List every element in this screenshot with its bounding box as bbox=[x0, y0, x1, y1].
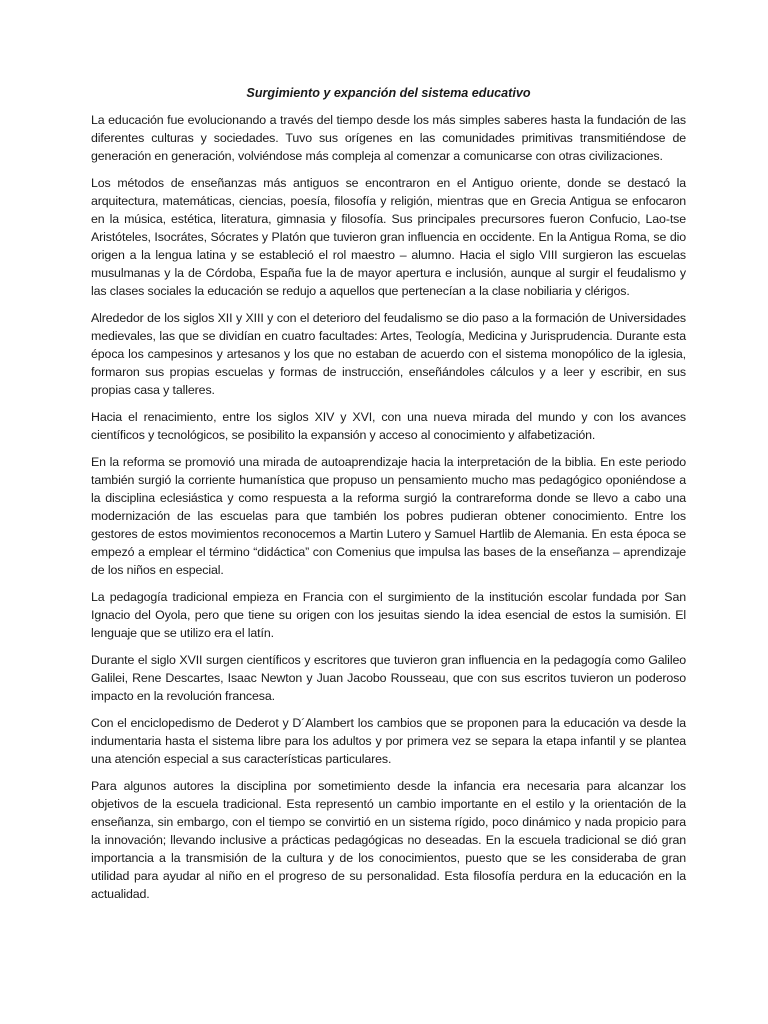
paragraph-6: La pedagogía tradicional empieza en Francia con el surgimiento de la institución escolar fundada por San Ignacio del Oyola, pero que tiene su origen con los jesuitas siendo la idea esencial de estos la sumisión. El lenguaje que se utilizo era el latín. bbox=[91, 590, 686, 640]
paragraph-8: Con el enciclopedismo de Dederot y D´Alambert los cambios que se proponen para la educación va desde la indumentaria hasta el sistema libre para los adultos y por primera vez se separa la etapa infantil y se plantea una atención especial a sus características particulares. bbox=[91, 716, 686, 766]
paragraph-4: Hacia el renacimiento, entre los siglos XIV y XVI, con una nueva mirada del mundo y con los avances científicos y tecnológicos, se posibilito la expansión y acceso al conocimiento y alfabetización. bbox=[91, 410, 686, 442]
paragraph-2: Los métodos de enseñanzas más antiguos se encontraron en el Antiguo oriente, donde se destacó la arquitectura, matemáticas, ciencias, poesía, filosofía y religión, mientras que en Grecia Antigua se enfocaron en la música, estética, literatura, gimnasia y filosofía. Sus principales precursores fueron Confucio, Lao-tse Aristóteles, Isocrátes, Sócrates y Platón que tuvieron gran influencia en occidente. En la Antigua Roma, se dio origen a la lengua latina y se estableció el rol maestro – alumno. Hacia el siglo VIII surgieron las escuelas musulmanas y la de Córdoba, España fue la de mayor apertura e inclusión, aunque al surgir el feudalismo y las clases sociales la educación se redujo a aquellos que pertenecían a la clase nobiliaria y clérigos. bbox=[91, 176, 686, 298]
paragraph-3: Alrededor de los siglos XII y XIII y con el deterioro del feudalismo se dio paso a la formación de Universidades medievales, las que se dividían en cuatro facultades: Artes, Teología, Medicina y Jurisprudencia. Durante esta época los campesinos y artesanos y los que no estaban de acuerdo con el sistema monopólico de la iglesia, formaron sus propias escuelas y formas de instrucción, enseñándoles cálculos y a leer y escribir, en sus propias casa y talleres. bbox=[91, 311, 686, 397]
document-body bbox=[91, 84, 686, 912]
paragraph-7: Durante el siglo XVII surgen científicos y escritores que tuvieron gran influencia en la pedagogía como Galileo Galilei, Rene Descartes, Isaac Newton y Juan Jacobo Rousseau, que con sus escritos tuvieron un poderoso impacto en la revolución francesa. bbox=[91, 653, 686, 703]
paragraph-1: La educación fue evolucionando a través del tiempo desde los más simples saberes hasta la fundación de las diferentes culturas y sociedades. Tuvo sus orígenes en las comunidades primitivas transmitiéndose de generación en generación, volviéndose más compleja al comenzar a comunicarse con otras civilizaciones. bbox=[91, 113, 686, 163]
paragraph-5: En la reforma se promovió una mirada de autoaprendizaje hacia la interpretación de la biblia. En este periodo también surgió la corriente humanística que propuso un pensamiento mucho mas pedagógico oponiéndose a la disciplina eclesiástica y como respuesta a la reforma surgió la contrareforma donde se llevo a cabo una modernización de las escuelas para que también los pobres pudieran obtener conocimiento. Entre los gestores de estos movimientos reconocemos a Martin Lutero y Samuel Hartlib de Alemania. En esta época se empezó a emplear el término “didáctica” con Comenius que impulsa las bases de la enseñanza – aprendizaje de los niños en especial. bbox=[91, 455, 686, 577]
paragraph-9: Para algunos autores la disciplina por sometimiento desde la infancia era necesaria para alcanzar los objetivos de la escuela tradicional. Esta representó un cambio importante en el estilo y la orientación de la enseñanza, sin embargo, con el tiempo se convirtió en un sistema rígido, poco dinámico y nada propicio para la innovación; llevando inclusive a prácticas pedagógicas no deseadas. En la escuela tradicional se dió gran importancia a la transmisión de la cultura y de los conocimientos, puesto que se les consideraba de gran utilidad para ayudar al niño en el progreso de su personalidad. Esta filosofía perdura en la educación en la actualidad. bbox=[91, 779, 686, 901]
document-title: Surgimiento y expanción del sistema educativo bbox=[246, 86, 531, 100]
